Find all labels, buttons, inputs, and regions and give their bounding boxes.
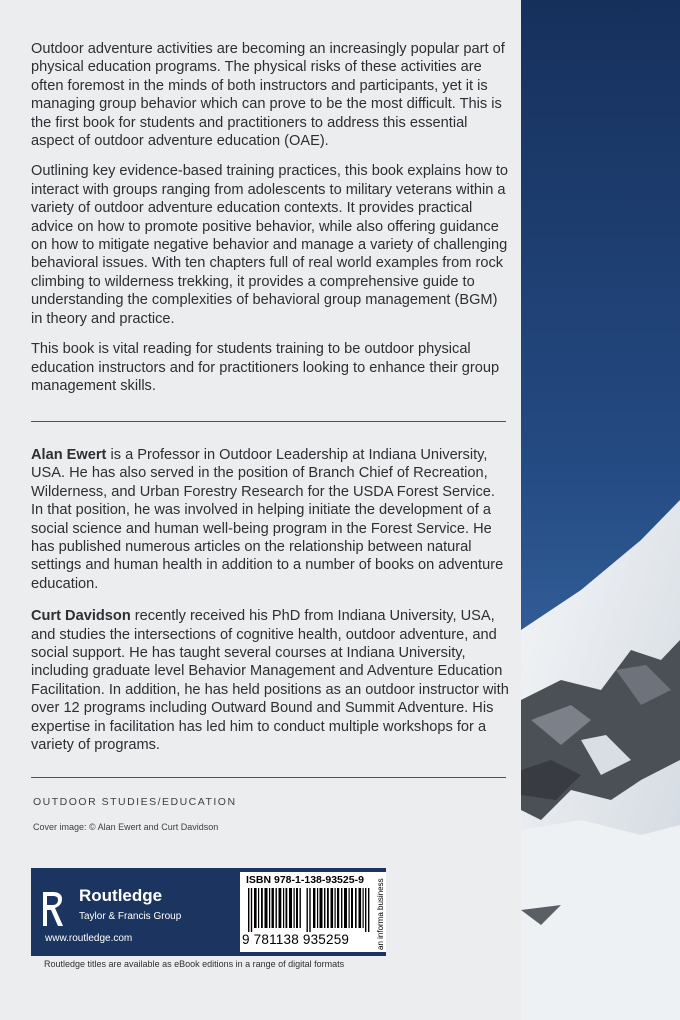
subject-category: OUTDOOR STUDIES/EDUCATION xyxy=(33,796,237,808)
description-paragraph-2: Outlining key evidence-based training practices, this book explains how to interact with groups ranging from adolescents to military veterans within a variety of outdoor adventure education contexts. It provides practical advice on how to promote positive behavior, while also offering guidance on how to mitigate negative behavior and manage a variety of challenging behavioral issues. With ten chapters full of real world examples from rock climbing to wilderness trekking, it provides a comprehensive guide to understanding the complexities of behavioral group management (BGM) in theory and practice. xyxy=(31,163,508,327)
author-name-2: Curt Davidson xyxy=(31,608,131,625)
divider-top xyxy=(31,421,506,422)
publisher-panel xyxy=(31,868,386,956)
author-bio-text-1: is a Professor in Outdoor Leadership at Indiana University, USA. He has also served in the position of Branch Chief of Recreation, Wilderness, and Urban Forestry Research for the USDA Forest Service. In that position, he was involved in helping initiate the development of a social science and human well-being program in the Forest Service. He has published numerous articles on the relationship between natural settings and human health in addition to a number of books on adventure education. xyxy=(31,447,504,592)
author-bio-2 xyxy=(31,607,511,754)
description-paragraph-3: This book is vital reading for students training to be outdoor physical education instructors and for practitioners looking to enhance their group management skills. xyxy=(31,341,500,394)
author-bios xyxy=(31,446,511,769)
description-paragraph-1: Outdoor adventure activities are becoming an increasingly popular part of physical education programs. The physical risks of these activities are often foremost in the minds of both instructors and participants, yet it is managing group behavior which can prove to be the most difficult. This is the first book for students and practitioners to address this essential aspect of outdoor adventure education (OAE). xyxy=(31,41,505,150)
cover-image-credit: Cover image: © Alan Ewert and Curt Davidson xyxy=(33,822,219,832)
author-name-1: Alan Ewert xyxy=(31,447,107,463)
isbn-barcode-block xyxy=(240,872,386,952)
informa-tagline xyxy=(376,878,386,950)
publisher-url[interactable]: www.routledge.com xyxy=(45,933,133,944)
barcode-icon xyxy=(248,888,372,932)
informa-tagline-text: an informa business xyxy=(376,878,385,950)
description-block xyxy=(31,40,511,407)
publisher-group: Taylor & Francis Group xyxy=(79,911,182,922)
author-bio-text-2: recently received his PhD from Indiana University, USA, and studies the intersections of cognitive health, outdoor adventure, and social support. He has taught several courses at Indiana University, including graduate level Behavior Management and Adventure Education Facilitation. In addition, he has held positions as an outdoor instructor with over 12 programs including Outward Bound and Summit Adventure. His expertise in facilitation has led him to conduct multiple workshops for a variety of programs. xyxy=(31,608,509,754)
isbn-digits: 9 781138 935259 xyxy=(242,932,350,947)
ebook-availability-note: Routledge titles are available as eBook editions in a range of digital formats xyxy=(44,959,345,969)
isbn-label: ISBN 978-1-138-93525-9 xyxy=(246,874,364,886)
mountain-photo xyxy=(521,0,680,1020)
routledge-logo-icon xyxy=(41,886,67,932)
publisher-name: Routledge xyxy=(79,886,163,905)
divider-bottom xyxy=(31,777,506,778)
author-bio-1 xyxy=(31,446,511,593)
